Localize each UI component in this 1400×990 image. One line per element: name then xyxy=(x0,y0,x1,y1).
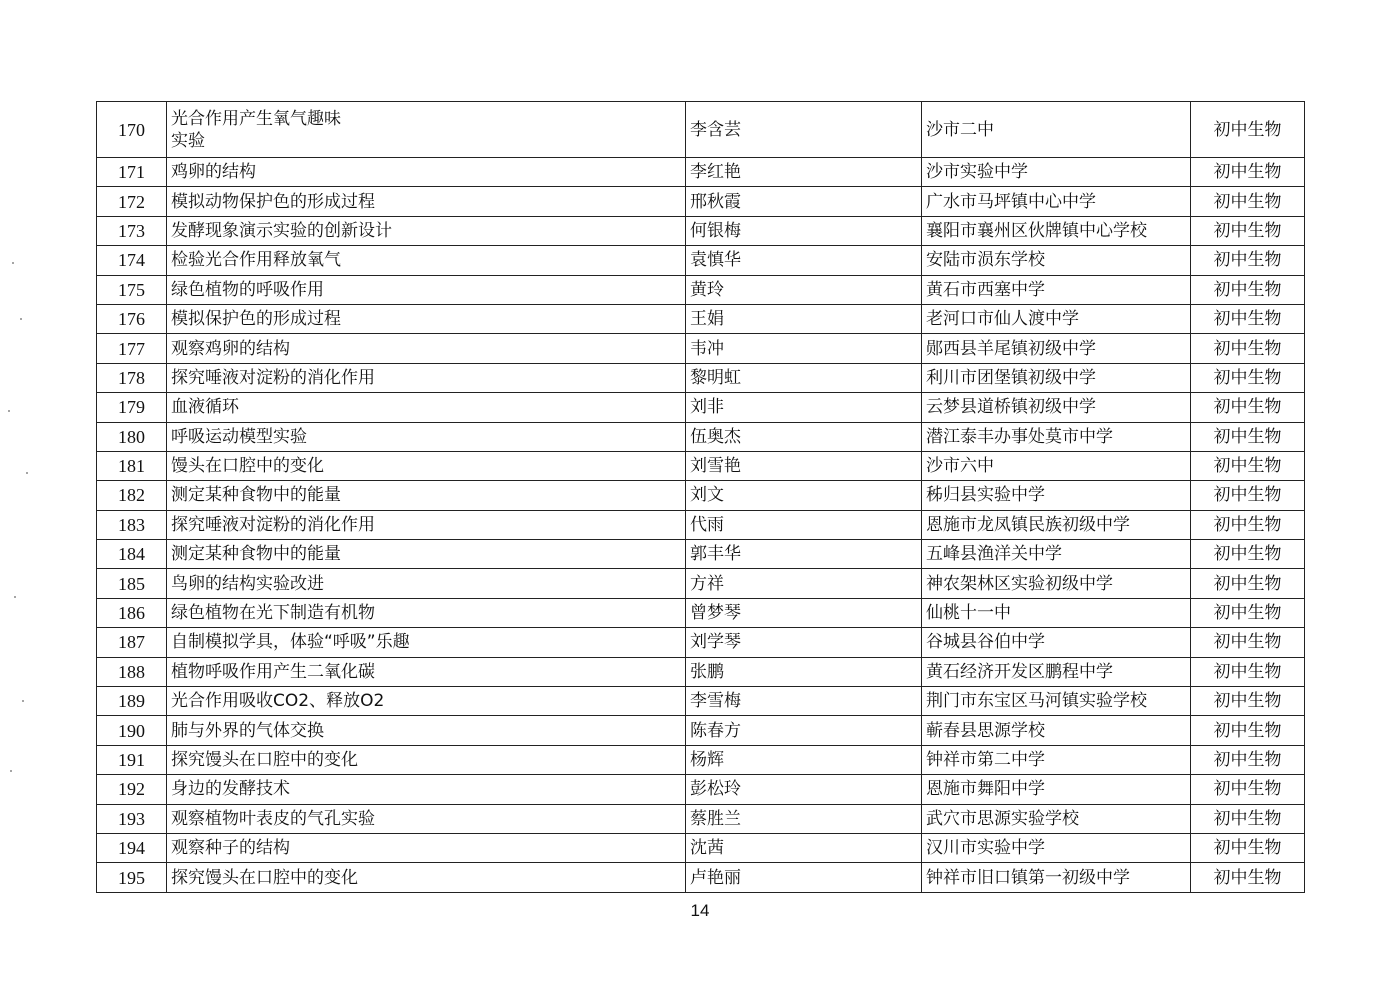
row-number-cell: 193 xyxy=(97,804,167,833)
project-title-cell: 绿色植物在光下制造有机物 xyxy=(167,598,686,627)
school-cell: 沙市六中 xyxy=(922,451,1191,480)
project-title-cell: 观察种子的结构 xyxy=(167,833,686,862)
school-cell: 郧西县羊尾镇初级中学 xyxy=(922,334,1191,363)
project-title-cell: 光合作用产生氧气趣味 实验 xyxy=(167,102,686,158)
row-number-cell: 171 xyxy=(97,158,167,187)
project-title-cell: 鸟卵的结构实验改进 xyxy=(167,569,686,598)
project-title-cell: 探究馒头在口腔中的变化 xyxy=(167,745,686,774)
author-cell: 刘文 xyxy=(686,481,922,510)
award-list-table xyxy=(96,101,1305,893)
subject-cell: 初中生物 xyxy=(1191,451,1305,480)
school-cell: 广水市马坪镇中心中学 xyxy=(922,187,1191,216)
author-cell: 代雨 xyxy=(686,510,922,539)
subject-cell: 初中生物 xyxy=(1191,628,1305,657)
table-row xyxy=(97,187,1305,216)
school-cell: 黄石市西塞中学 xyxy=(922,275,1191,304)
school-cell: 荆门市东宝区马河镇实验学校 xyxy=(922,687,1191,716)
project-title-cell: 身边的发酵技术 xyxy=(167,775,686,804)
subject-cell: 初中生物 xyxy=(1191,687,1305,716)
table-row xyxy=(97,569,1305,598)
row-number-cell: 194 xyxy=(97,833,167,862)
subject-cell: 初中生物 xyxy=(1191,569,1305,598)
subject-cell: 初中生物 xyxy=(1191,334,1305,363)
award-list-table-container xyxy=(96,101,1304,893)
table-row xyxy=(97,481,1305,510)
subject-cell: 初中生物 xyxy=(1191,275,1305,304)
subject-cell: 初中生物 xyxy=(1191,246,1305,275)
project-title-cell: 观察鸡卵的结构 xyxy=(167,334,686,363)
subject-cell: 初中生物 xyxy=(1191,540,1305,569)
project-title-cell: 测定某种食物中的能量 xyxy=(167,481,686,510)
table-row xyxy=(97,540,1305,569)
author-cell: 黎明虹 xyxy=(686,363,922,392)
row-number-cell: 177 xyxy=(97,334,167,363)
row-number-cell: 188 xyxy=(97,657,167,686)
school-cell: 秭归县实验中学 xyxy=(922,481,1191,510)
project-title-cell: 植物呼吸作用产生二氧化碳 xyxy=(167,657,686,686)
project-title-cell: 肺与外界的气体交换 xyxy=(167,716,686,745)
subject-cell: 初中生物 xyxy=(1191,745,1305,774)
subject-cell: 初中生物 xyxy=(1191,216,1305,245)
table-row xyxy=(97,246,1305,275)
row-number-cell: 183 xyxy=(97,510,167,539)
table-row xyxy=(97,510,1305,539)
school-cell: 谷城县谷伯中学 xyxy=(922,628,1191,657)
row-number-cell: 184 xyxy=(97,540,167,569)
subject-cell: 初中生物 xyxy=(1191,863,1305,892)
table-row xyxy=(97,628,1305,657)
author-cell: 李含芸 xyxy=(686,102,922,158)
author-cell: 邢秋霞 xyxy=(686,187,922,216)
author-cell: 曾梦琴 xyxy=(686,598,922,627)
school-cell: 武穴市思源实验学校 xyxy=(922,804,1191,833)
author-cell: 李红艳 xyxy=(686,158,922,187)
author-cell: 王娟 xyxy=(686,304,922,333)
subject-cell: 初中生物 xyxy=(1191,598,1305,627)
school-cell: 汉川市实验中学 xyxy=(922,833,1191,862)
author-cell: 刘雪艳 xyxy=(686,451,922,480)
project-title-cell: 探究唾液对淀粉的消化作用 xyxy=(167,363,686,392)
scan-speck xyxy=(14,596,16,598)
scan-speck xyxy=(8,410,10,412)
project-title-cell: 绿色植物的呼吸作用 xyxy=(167,275,686,304)
school-cell: 恩施市舞阳中学 xyxy=(922,775,1191,804)
subject-cell: 初中生物 xyxy=(1191,187,1305,216)
author-cell: 李雪梅 xyxy=(686,687,922,716)
author-cell: 刘学琴 xyxy=(686,628,922,657)
project-title-cell: 模拟动物保护色的形成过程 xyxy=(167,187,686,216)
project-title-cell: 馒头在口腔中的变化 xyxy=(167,451,686,480)
subject-cell: 初中生物 xyxy=(1191,510,1305,539)
subject-cell: 初中生物 xyxy=(1191,102,1305,158)
school-cell: 黄石经济开发区鹏程中学 xyxy=(922,657,1191,686)
author-cell: 袁慎华 xyxy=(686,246,922,275)
row-number-cell: 191 xyxy=(97,745,167,774)
row-number-cell: 176 xyxy=(97,304,167,333)
table-row xyxy=(97,804,1305,833)
table-row xyxy=(97,393,1305,422)
school-cell: 钟祥市旧口镇第一初级中学 xyxy=(922,863,1191,892)
school-cell: 老河口市仙人渡中学 xyxy=(922,304,1191,333)
school-cell: 沙市实验中学 xyxy=(922,158,1191,187)
row-number-cell: 172 xyxy=(97,187,167,216)
row-number-cell: 189 xyxy=(97,687,167,716)
table-row xyxy=(97,102,1305,158)
author-cell: 蔡胜兰 xyxy=(686,804,922,833)
subject-cell: 初中生物 xyxy=(1191,657,1305,686)
school-cell: 潜江泰丰办事处莫市中学 xyxy=(922,422,1191,451)
project-title-cell: 呼吸运动模型实验 xyxy=(167,422,686,451)
project-title-cell: 光合作用吸收CO2、释放O2 xyxy=(167,687,686,716)
row-number-cell: 178 xyxy=(97,363,167,392)
project-title-cell: 发酵现象演示实验的创新设计 xyxy=(167,216,686,245)
subject-cell: 初中生物 xyxy=(1191,481,1305,510)
school-cell: 云梦县道桥镇初级中学 xyxy=(922,393,1191,422)
project-title-cell: 模拟保护色的形成过程 xyxy=(167,304,686,333)
scan-speck xyxy=(22,700,24,702)
project-title-cell: 观察植物叶表皮的气孔实验 xyxy=(167,804,686,833)
author-cell: 伍奥杰 xyxy=(686,422,922,451)
scan-speck xyxy=(20,318,22,320)
row-number-cell: 173 xyxy=(97,216,167,245)
project-title-cell: 探究唾液对淀粉的消化作用 xyxy=(167,510,686,539)
row-number-cell: 195 xyxy=(97,863,167,892)
school-cell: 利川市团堡镇初级中学 xyxy=(922,363,1191,392)
table-row xyxy=(97,334,1305,363)
table-row xyxy=(97,422,1305,451)
page-number: 14 xyxy=(690,901,710,920)
school-cell: 安陆市涢东学校 xyxy=(922,246,1191,275)
subject-cell: 初中生物 xyxy=(1191,304,1305,333)
table-row xyxy=(97,745,1305,774)
author-cell: 杨辉 xyxy=(686,745,922,774)
author-cell: 卢艳丽 xyxy=(686,863,922,892)
subject-cell: 初中生物 xyxy=(1191,716,1305,745)
table-row xyxy=(97,657,1305,686)
subject-cell: 初中生物 xyxy=(1191,363,1305,392)
project-title-cell: 鸡卵的结构 xyxy=(167,158,686,187)
school-cell: 恩施市龙凤镇民族初级中学 xyxy=(922,510,1191,539)
table-row xyxy=(97,716,1305,745)
table-row xyxy=(97,304,1305,333)
row-number-cell: 181 xyxy=(97,451,167,480)
table-row xyxy=(97,363,1305,392)
row-number-cell: 187 xyxy=(97,628,167,657)
author-cell: 黄玲 xyxy=(686,275,922,304)
table-row xyxy=(97,775,1305,804)
table-row xyxy=(97,833,1305,862)
school-cell: 蕲春县思源学校 xyxy=(922,716,1191,745)
row-number-cell: 185 xyxy=(97,569,167,598)
scan-speck xyxy=(26,472,28,474)
project-title-cell: 自制模拟学具，体验“呼吸”乐趣 xyxy=(167,628,686,657)
subject-cell: 初中生物 xyxy=(1191,775,1305,804)
project-title-cell: 检验光合作用释放氧气 xyxy=(167,246,686,275)
school-cell: 沙市二中 xyxy=(922,102,1191,158)
subject-cell: 初中生物 xyxy=(1191,833,1305,862)
row-number-cell: 192 xyxy=(97,775,167,804)
school-cell: 五峰县渔洋关中学 xyxy=(922,540,1191,569)
table-body xyxy=(97,102,1305,893)
project-title-cell: 测定某种食物中的能量 xyxy=(167,540,686,569)
author-cell: 刘非 xyxy=(686,393,922,422)
table-row xyxy=(97,598,1305,627)
project-title-cell: 探究馒头在口腔中的变化 xyxy=(167,863,686,892)
row-number-cell: 174 xyxy=(97,246,167,275)
table-row xyxy=(97,216,1305,245)
table-row xyxy=(97,687,1305,716)
table-row xyxy=(97,158,1305,187)
author-cell: 韦冲 xyxy=(686,334,922,363)
row-number-cell: 175 xyxy=(97,275,167,304)
school-cell: 仙桃十一中 xyxy=(922,598,1191,627)
scan-speck xyxy=(12,262,14,264)
row-number-cell: 186 xyxy=(97,598,167,627)
author-cell: 沈茜 xyxy=(686,833,922,862)
row-number-cell: 190 xyxy=(97,716,167,745)
scan-speck xyxy=(10,770,12,772)
author-cell: 方祥 xyxy=(686,569,922,598)
table-row xyxy=(97,451,1305,480)
row-number-cell: 170 xyxy=(97,102,167,158)
school-cell: 襄阳市襄州区伙牌镇中心学校 xyxy=(922,216,1191,245)
school-cell: 钟祥市第二中学 xyxy=(922,745,1191,774)
table-row xyxy=(97,275,1305,304)
author-cell: 郭丰华 xyxy=(686,540,922,569)
author-cell: 张鹏 xyxy=(686,657,922,686)
table-row xyxy=(97,863,1305,892)
subject-cell: 初中生物 xyxy=(1191,158,1305,187)
subject-cell: 初中生物 xyxy=(1191,804,1305,833)
subject-cell: 初中生物 xyxy=(1191,422,1305,451)
row-number-cell: 179 xyxy=(97,393,167,422)
row-number-cell: 180 xyxy=(97,422,167,451)
author-cell: 彭松玲 xyxy=(686,775,922,804)
author-cell: 何银梅 xyxy=(686,216,922,245)
project-title-cell: 血液循环 xyxy=(167,393,686,422)
school-cell: 神农架林区实验初级中学 xyxy=(922,569,1191,598)
subject-cell: 初中生物 xyxy=(1191,393,1305,422)
author-cell: 陈春方 xyxy=(686,716,922,745)
row-number-cell: 182 xyxy=(97,481,167,510)
